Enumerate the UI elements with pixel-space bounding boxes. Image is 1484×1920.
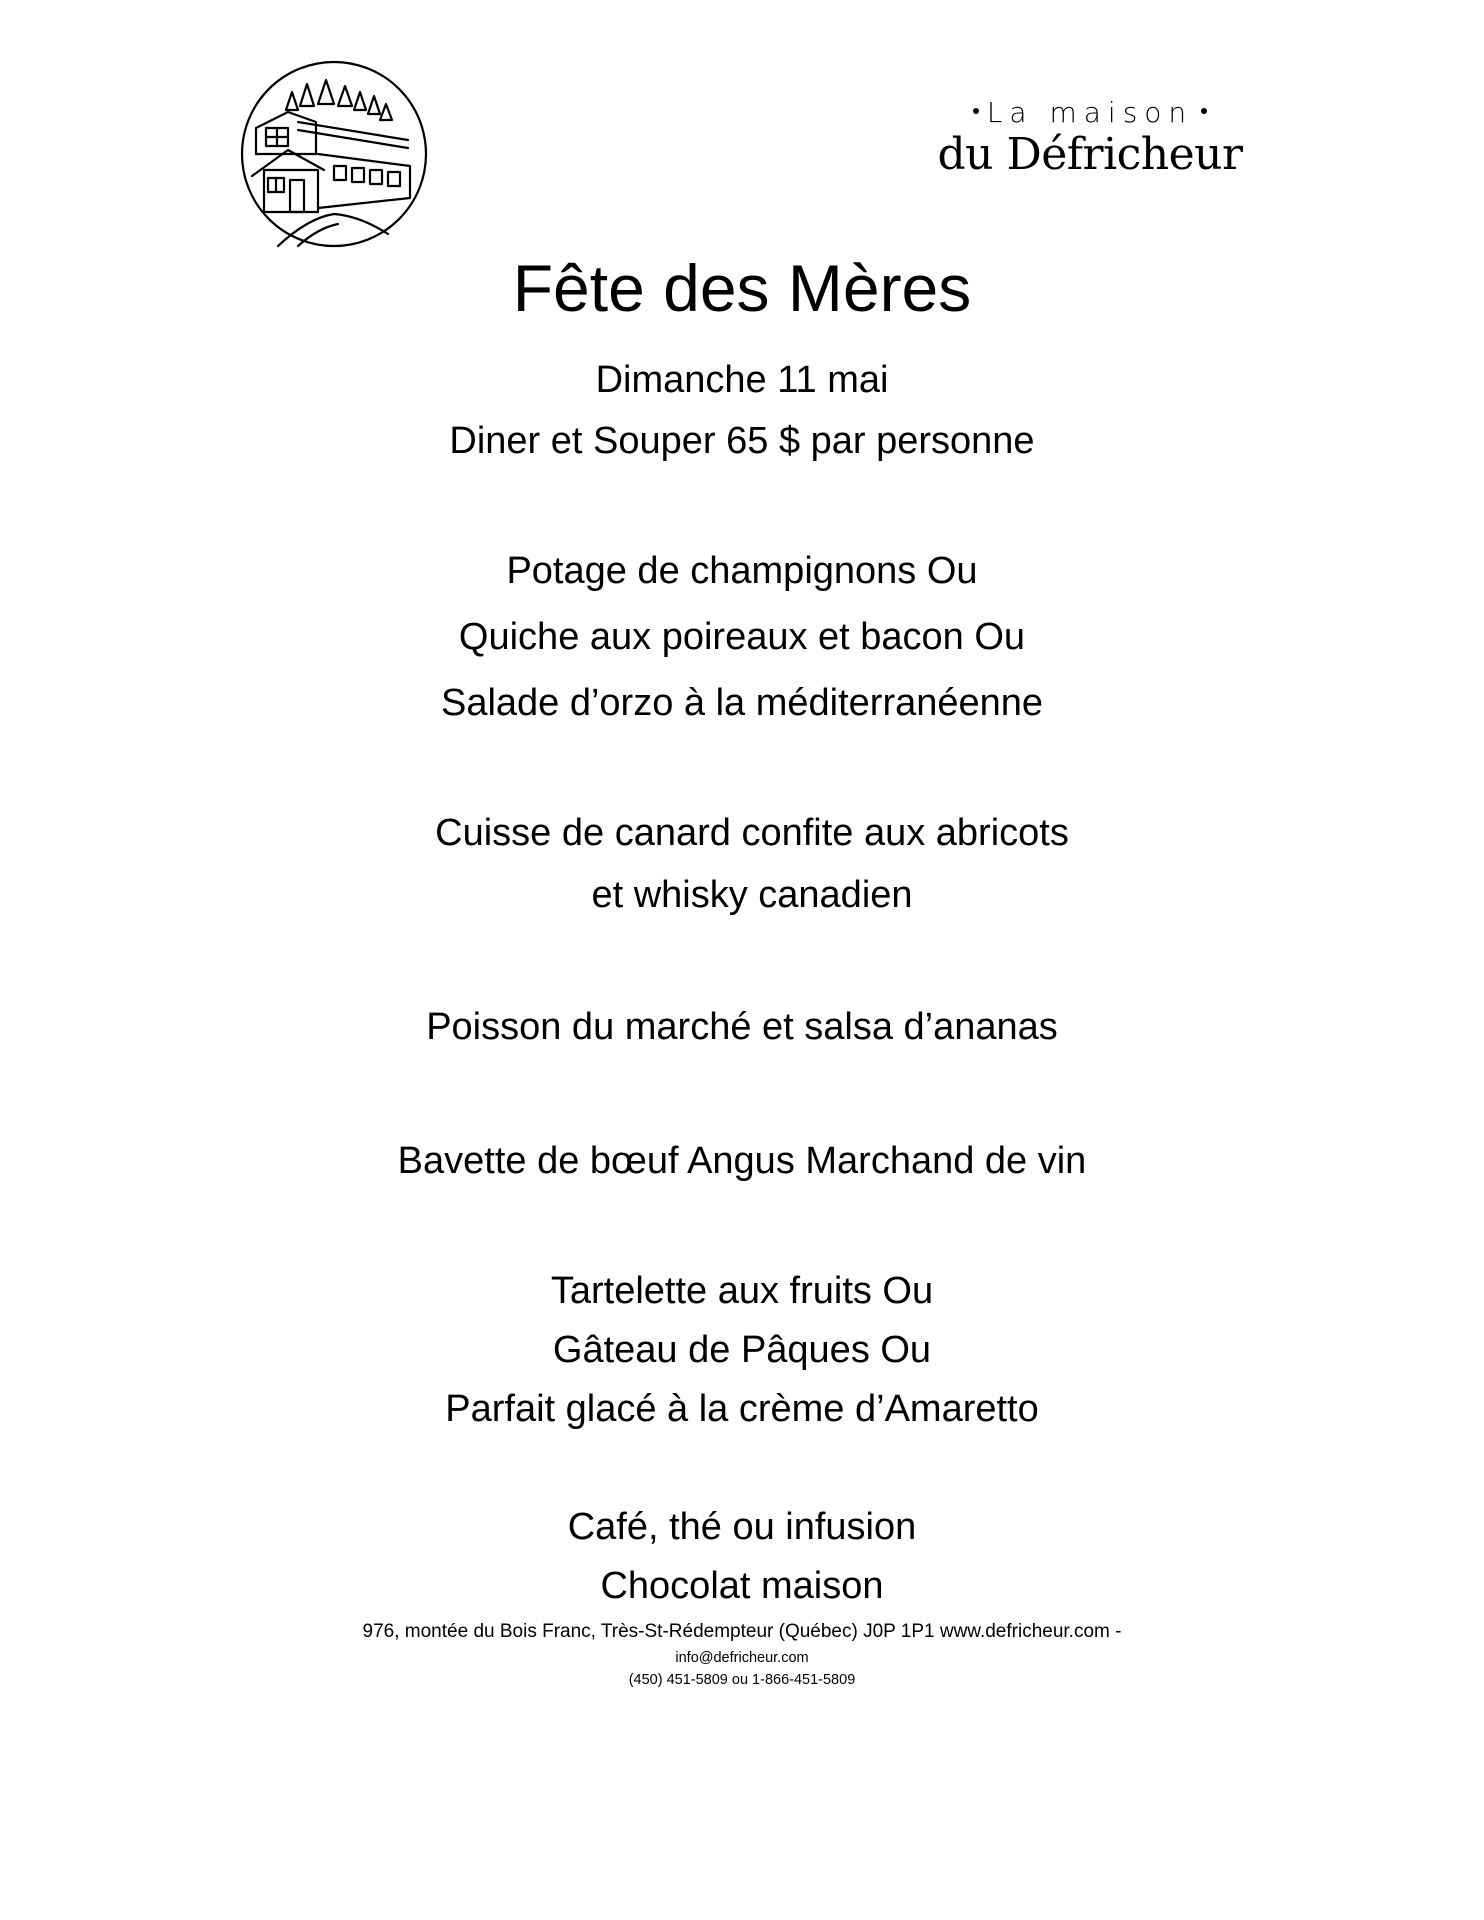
brand-wordmark (920, 96, 1260, 180)
footer-email: info@defricheur.com (675, 1650, 809, 1666)
dessert-item: Gâteau de Pâques Ou (552, 1329, 932, 1371)
brand-line-du-defricheur: du Défricheur (937, 129, 1243, 180)
dessert-item: Parfait glacé à la crème d’Amaretto (445, 1388, 1039, 1430)
bullet-dot-icon (973, 108, 979, 114)
main-item-duck-line2: et whisky canadien (591, 874, 913, 916)
main-item-duck-line1: Cuisse de canard confite aux abricots (435, 812, 1069, 854)
dessert-item: Tartelette aux fruits Ou (550, 1270, 934, 1312)
price-line: Diner et Souper 65 $ par personne (449, 420, 1035, 462)
bullet-dot-icon (1201, 108, 1207, 114)
event-date: Dimanche 11 mai (595, 359, 889, 401)
footer-phone: (450) 451-5809 ou 1-866-451-5809 (628, 1672, 856, 1688)
starter-item: Salade d’orzo à la méditerranéenne (440, 682, 1044, 724)
brand-line-la-maison (920, 96, 1260, 130)
starter-item: Quiche aux poireaux et bacon Ou (458, 616, 1026, 658)
main-item-beef: Bavette de bœuf Angus Marchand de vin (397, 1140, 1087, 1182)
drink-item: Café, thé ou infusion (567, 1506, 917, 1548)
brand-line1-text: La maison (986, 96, 1194, 129)
page-title: Fête des Mères (512, 251, 972, 325)
house-logo-icon (238, 58, 430, 250)
starter-item: Potage de champignons Ou (506, 550, 978, 592)
drink-item: Chocolat maison (600, 1565, 884, 1607)
main-item-fish: Poisson du marché et salsa d’ananas (426, 1006, 1058, 1048)
footer-address: 976, montée du Bois Franc, Très-St-Rédempteur (Québec) J0P 1P1 www.defricheur.com - (362, 1621, 1122, 1642)
